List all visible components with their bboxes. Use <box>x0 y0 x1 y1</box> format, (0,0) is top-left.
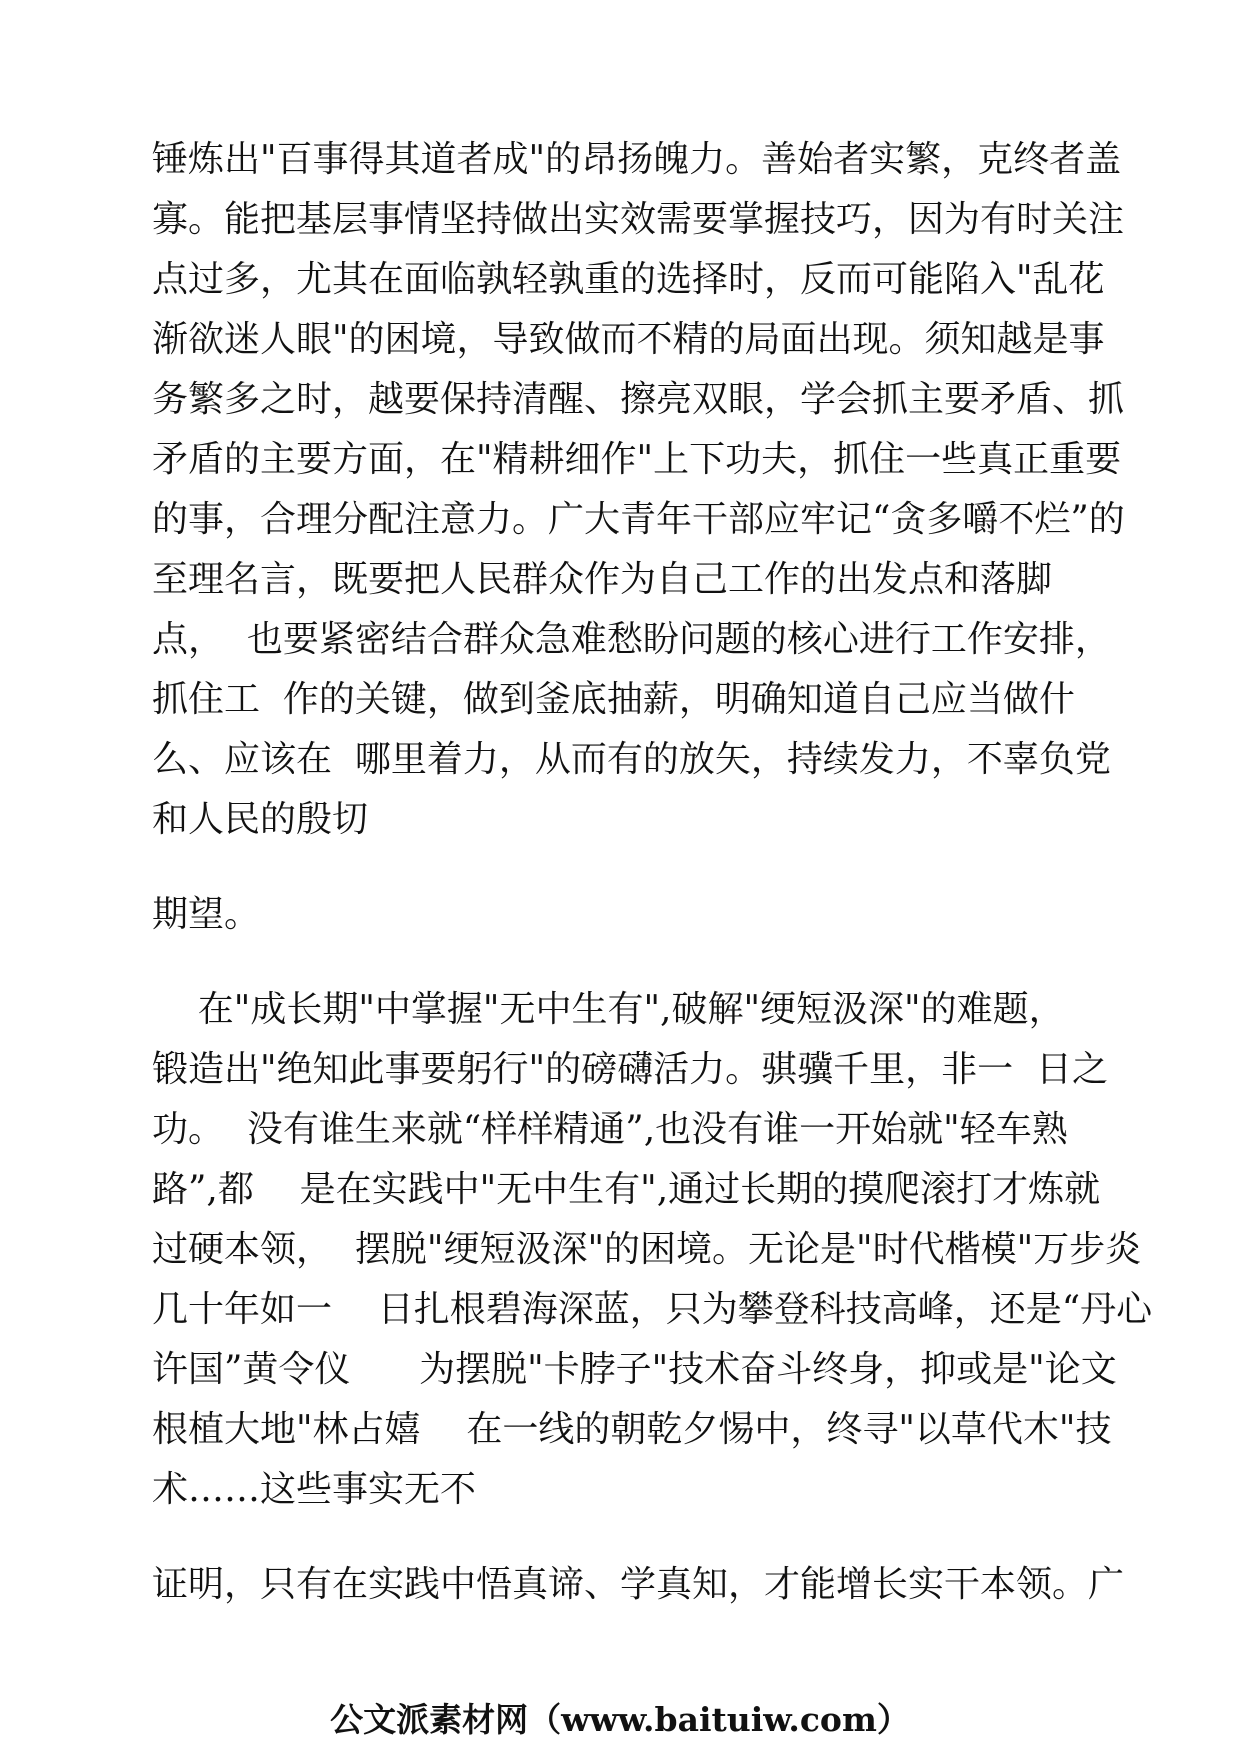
text-line-16: 功。 没有谁生来就“样样精通”,也没有谁一开始就"轻车熟 <box>152 1109 1068 1150</box>
text-line-15: 锻造出"绝知此事要躬行"的磅礴活力。骐骥千里，非一 日之 <box>152 1049 1109 1090</box>
text-line-12: 和人民的殷切 <box>152 799 369 840</box>
text-line-20: 许国”黄令仪 为摆脱"卡脖子"技术奋斗终身，抑或是"论文 <box>152 1349 1117 1390</box>
text-line-10: 抓住工 作的关键，做到釜底抽薪，明确知道自己应当做什 <box>152 679 1075 720</box>
text-line-13: 期望。 <box>152 894 261 935</box>
footer-watermark: 公文派素材网（www.baituiw.com） <box>330 1700 910 1739</box>
text-line-22: 术……这些事实无不 <box>152 1469 477 1510</box>
text-line-3: 点过多，尤其在面临孰轻孰重的选择时，反而可能陷入"乱花 <box>152 259 1105 300</box>
text-line-1: 锤炼出"百事得其道者成"的昂扬魄力。善始者实繁，克终者盖 <box>152 139 1122 180</box>
text-line-9: 点， 也要紧密结合群众急难愁盼问题的核心进行工作安排， <box>152 619 1111 660</box>
text-line-19: 几十年如一 日扎根碧海深蓝，只为攀登科技高峰，还是“丹心 <box>152 1289 1153 1330</box>
text-line-21: 根植大地"林占嬉 在一线的朝乾夕惕中，终寻"以草代木"技 <box>152 1409 1112 1450</box>
text-line-8: 至理名言，既要把人民群众作为自己工作的出发点和落脚 <box>152 559 1053 600</box>
text-line-17: 路”,都 是在实践中"无中生有",通过长期的摸爬滚打才炼就 <box>152 1169 1101 1210</box>
text-line-6: 矛盾的主要方面，在"精耕细作"上下功夫，抓住一些真正重要 <box>152 439 1122 480</box>
text-line-18: 过硬本领， 摆脱"绠短汲深"的困境。无论是"时代楷模"万步炎 <box>152 1229 1142 1270</box>
text-line-5: 务繁多之时，越要保持清醒、擦亮双眼，学会抓主要矛盾、抓 <box>152 379 1125 420</box>
text-line-2: 寡。能把基层事情坚持做出实效需要掌握技巧，因为有时关注 <box>152 199 1125 240</box>
text-line-11: 么、应该在 哪里着力，从而有的放矢，持续发力，不辜负党 <box>152 739 1111 780</box>
paragraph-start-line: 在"成长期"中掌握"无中生有",破解"绠短汲深"的难题， <box>152 989 1065 1030</box>
text-line-4: 渐欲迷人眼"的困境，导致做而不精的局面出现。须知越是事 <box>152 319 1105 360</box>
text-line-7: 的事，合理分配注意力。广大青年干部应牢记“贪多嚼不烂”的 <box>152 499 1125 540</box>
text-line-23: 证明，只有在实践中悟真谛、学真知，才能增长实干本领。广 <box>152 1564 1125 1605</box>
